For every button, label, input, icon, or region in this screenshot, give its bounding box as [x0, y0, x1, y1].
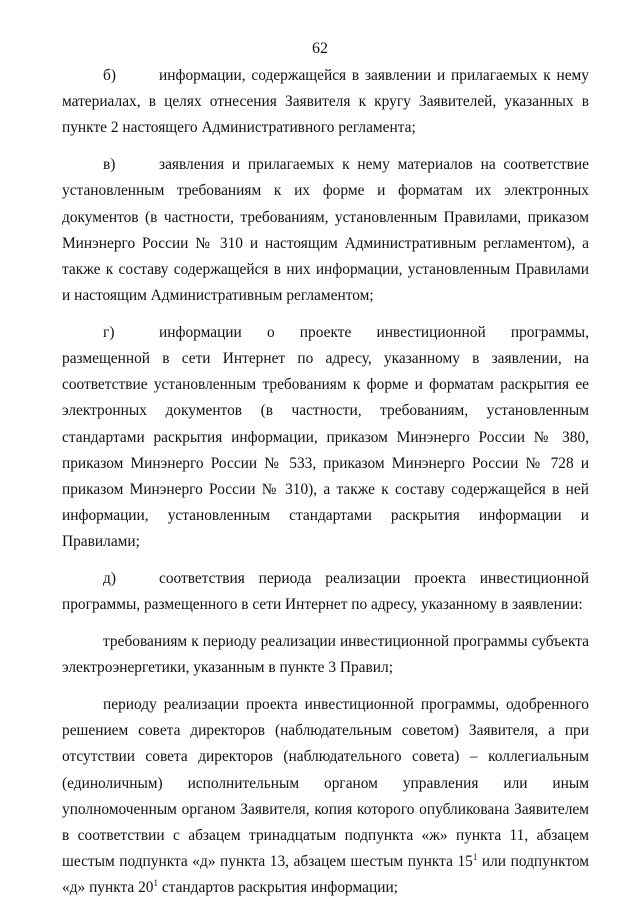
list-marker-v: в) [103, 156, 116, 174]
document-body [62, 63, 589, 912]
paragraph-g [62, 320, 589, 556]
paragraph-b [62, 63, 589, 142]
page-number: 62 [312, 40, 328, 57]
paragraph-v [62, 152, 589, 309]
paragraph-period [62, 692, 589, 902]
list-marker-g: г) [103, 323, 115, 341]
paragraph-period-text-b: или подпунктом «д» пункта 20 [62, 853, 590, 897]
paragraph-requirements [62, 629, 589, 681]
paragraph-b-text: информации, содержащейся в заявлении и прилагаемых к нему материалах, в целях отнесения Заявителя к кругу Заявителей, указанных в пункте 2 настоящего Административного регламента; [62, 67, 589, 137]
paragraph-g-text: информации о проекте инвестиционной программы, размещенной в сети Интернет по адресу, указанному в заявлении, на соответствие установленным требованиям к форме и форматам раскрытия ее электронных документов (в частности, требованиям, установленным стандартами раскрытия информации, приказом Минэнерго России № 380, приказом Минэнерго России № 533, приказом Минэнерго России № 728 и приказом Минэнерго России № 310), а также к составу содержащейся в ней информации, установленным стандартами раскрытия информации и Правилами; [62, 323, 589, 551]
paragraph-period-text-a: периоду реализации проекта инвестиционной программы, одобренного решением совета директоров (наблюдательным советом) Заявителя, а при отсутствии совета директоров (наблюдательного совета) – коллегиальным (единоличным) исполнительным органом управления или иным уполномоченным органом Заявителя, копия которого опубликована Заявителем в соответствии с абзацем тринадцатым подпункта «ж» пункта 11, абзацем шестым подпункта «д» пункта 13, абзацем шестым пункта 15 [62, 695, 589, 871]
paragraph-v-text: заявления и прилагаемых к нему материалов на соответствие установленным требованиям к их форме и форматам их электронных документов (в частности, требованиям, установленным Правилами, приказом Минэнерго России № 310 и настоящим Административным регламентом), а также к составу содержащейся в них информации, установленным Правилами и настоящим Административным регламентом; [62, 156, 589, 305]
paragraph-d-text: соответствия периода реализации проекта инвестиционной программы, размещенного в сети Интернет по адресу, указанному в заявлении: [62, 570, 589, 614]
paragraph-d [62, 566, 589, 618]
paragraph-period-text-c: стандартов раскрытия информации; [158, 879, 398, 897]
list-marker-b: б) [103, 67, 116, 84]
list-marker-d: д) [103, 570, 116, 588]
superscript-1: 1 [472, 852, 478, 863]
paragraph-requirements-text: требованиям к периоду реализации инвестиционной программы субъекта электроэнергетики, указанным в пункте 3 Правил; [62, 633, 589, 677]
superscript-2: 1 [153, 878, 158, 889]
